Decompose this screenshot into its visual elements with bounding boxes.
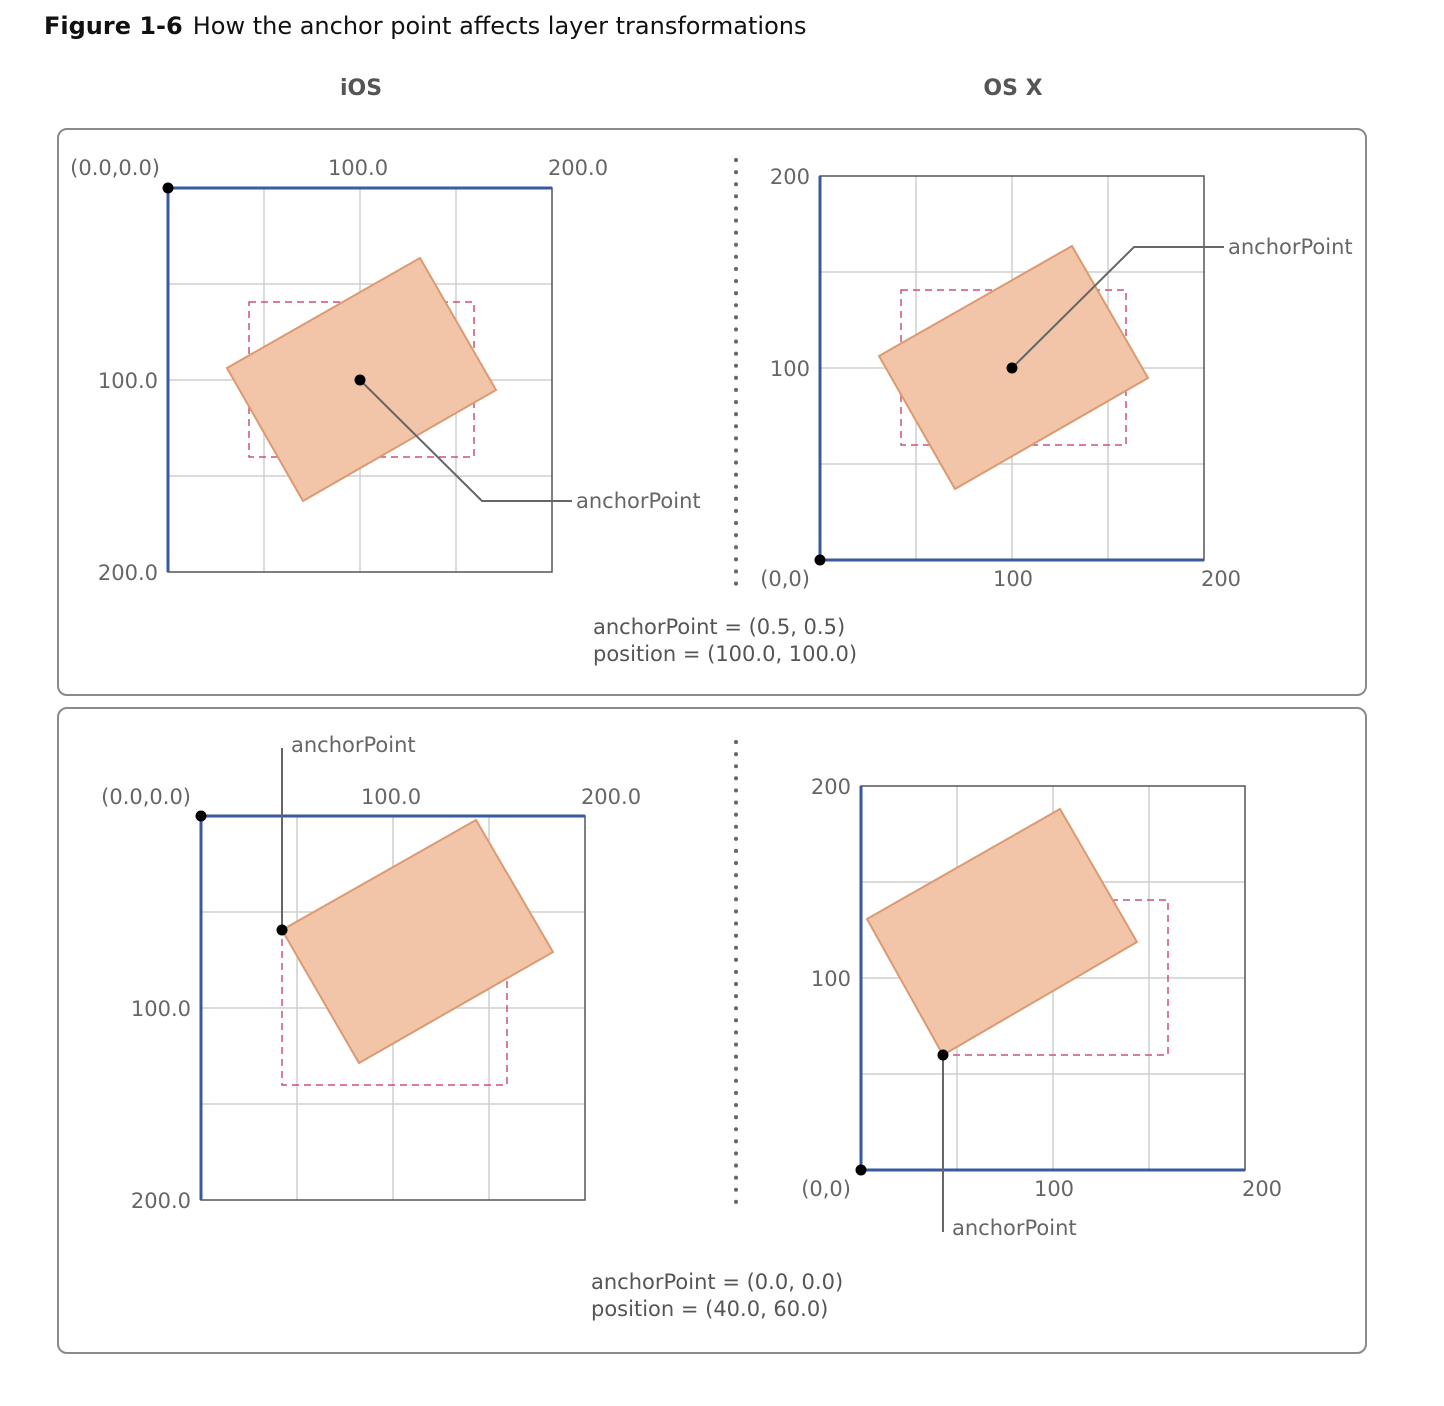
panel1-osx-x-tick-200: 200 [1200, 567, 1242, 591]
panel2-caption-anchor: anchorPoint = (0.0, 0.0) [591, 1270, 844, 1294]
panel2-osx-y-tick-200: 200 [810, 775, 851, 799]
panel2-ios-origin-dot [196, 811, 207, 822]
panel2-ios-origin-label: (0.0,0.0) [101, 785, 191, 809]
panel1-caption [593, 614, 857, 668]
panel2-caption [591, 1269, 843, 1323]
panel1-osx-anchor-label: anchorPoint [1228, 235, 1353, 259]
panel2-ios-x-tick-200: 200.0 [580, 785, 642, 809]
panel2-osx-layer [867, 809, 1137, 1055]
figure-caption-title: How the anchor point affects layer transformations [192, 12, 807, 40]
panel1-ios-x-tick-200: 200.0 [547, 156, 609, 180]
panel2-osx-y-tick-100: 100 [810, 967, 851, 991]
column-header-ios: iOS [339, 76, 383, 101]
column-header-osx: OS X [983, 76, 1043, 101]
panel2-osx-diagram [801, 775, 1282, 1240]
panel1-ios-anchor-dot [355, 375, 366, 386]
panel2-osx-origin-label: (0,0) [801, 1177, 851, 1201]
panel1-caption-anchor: anchorPoint = (0.5, 0.5) [593, 615, 846, 639]
panel1-osx-origin-label: (0,0) [760, 567, 810, 591]
panel2-osx-anchor-label: anchorPoint [952, 1216, 1077, 1240]
figure-number: Figure 1-6 [44, 12, 183, 40]
panel2-ios-y-tick-200: 200.0 [130, 1189, 191, 1213]
panel2-caption-position: position = (40.0, 60.0) [591, 1297, 829, 1321]
panel1-osx-x-tick-100: 100 [992, 567, 1034, 591]
panel1-ios-origin-label: (0.0,0.0) [70, 156, 160, 180]
panel2-ios-diagram [101, 733, 641, 1213]
panel1-caption-position: position = (100.0, 100.0) [593, 642, 858, 666]
panel1-ios-diagram [70, 156, 701, 585]
panel1-ios-y-tick-100: 100.0 [97, 369, 158, 393]
panel1-osx-diagram [760, 165, 1352, 591]
panel1-osx-y-tick-200: 200 [769, 165, 810, 189]
panel1-osx-origin-dot [815, 555, 826, 566]
panel1-osx-y-tick-100: 100 [769, 357, 810, 381]
panel1-osx-anchor-dot [1007, 363, 1018, 374]
panel1-ios-anchor-label: anchorPoint [576, 489, 701, 513]
panel1-ios-x-tick-100: 100.0 [327, 156, 389, 180]
panel1-ios-y-tick-200: 200.0 [97, 561, 158, 585]
panel1-ios-origin-dot [163, 183, 174, 194]
panel2-osx-x-tick-200: 200 [1241, 1177, 1283, 1201]
panel2-ios-layer [282, 820, 553, 1063]
panel2-osx-origin-dot [856, 1165, 867, 1176]
panel2-ios-y-tick-100: 100.0 [130, 997, 191, 1021]
panel2-ios-anchor-dot [277, 925, 288, 936]
panel2-ios-x-tick-100: 100.0 [360, 785, 422, 809]
panel2-osx-anchor-dot [938, 1050, 949, 1061]
panel2-osx-x-tick-100: 100 [1033, 1177, 1075, 1201]
panel2-ios-anchor-label: anchorPoint [291, 733, 416, 757]
